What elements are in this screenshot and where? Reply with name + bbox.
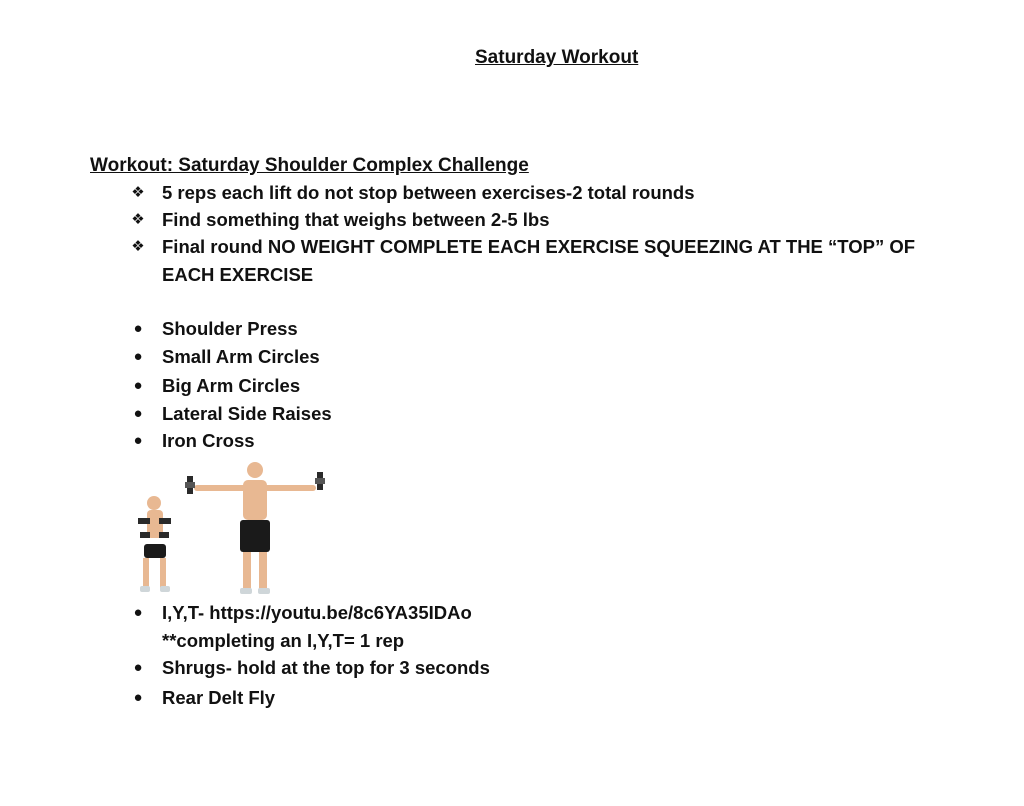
workout-heading: Workout: Saturday Shoulder Complex Challenge	[90, 155, 529, 176]
round-bullet-icon: ●	[133, 689, 143, 706]
diamond-bullet-icon: ❖	[131, 238, 145, 255]
round-bullet-icon: ●	[133, 659, 143, 676]
diamond-bullet-icon: ❖	[131, 211, 145, 228]
round-bullet-icon: ●	[133, 405, 143, 422]
diamond-bullet-icon: ❖	[131, 184, 145, 201]
round-bullet-icon: ●	[133, 348, 143, 365]
crouching-figure	[138, 496, 171, 592]
standing-figure	[185, 462, 325, 594]
iron-cross-illustration	[130, 458, 330, 598]
iyt-link-text[interactable]: I,Y,T- https://youtu.be/8c6YA35IDAo	[162, 602, 472, 623]
round-bullet-icon: ●	[133, 320, 143, 337]
round-bullet-icon: ●	[133, 604, 143, 621]
round-bullet-icon: ●	[133, 432, 143, 449]
round-bullet-icon: ●	[133, 377, 143, 394]
iyt-note: **completing an I,Y,T= 1 rep	[162, 630, 405, 651]
page-title: Saturday Workout	[475, 47, 639, 68]
